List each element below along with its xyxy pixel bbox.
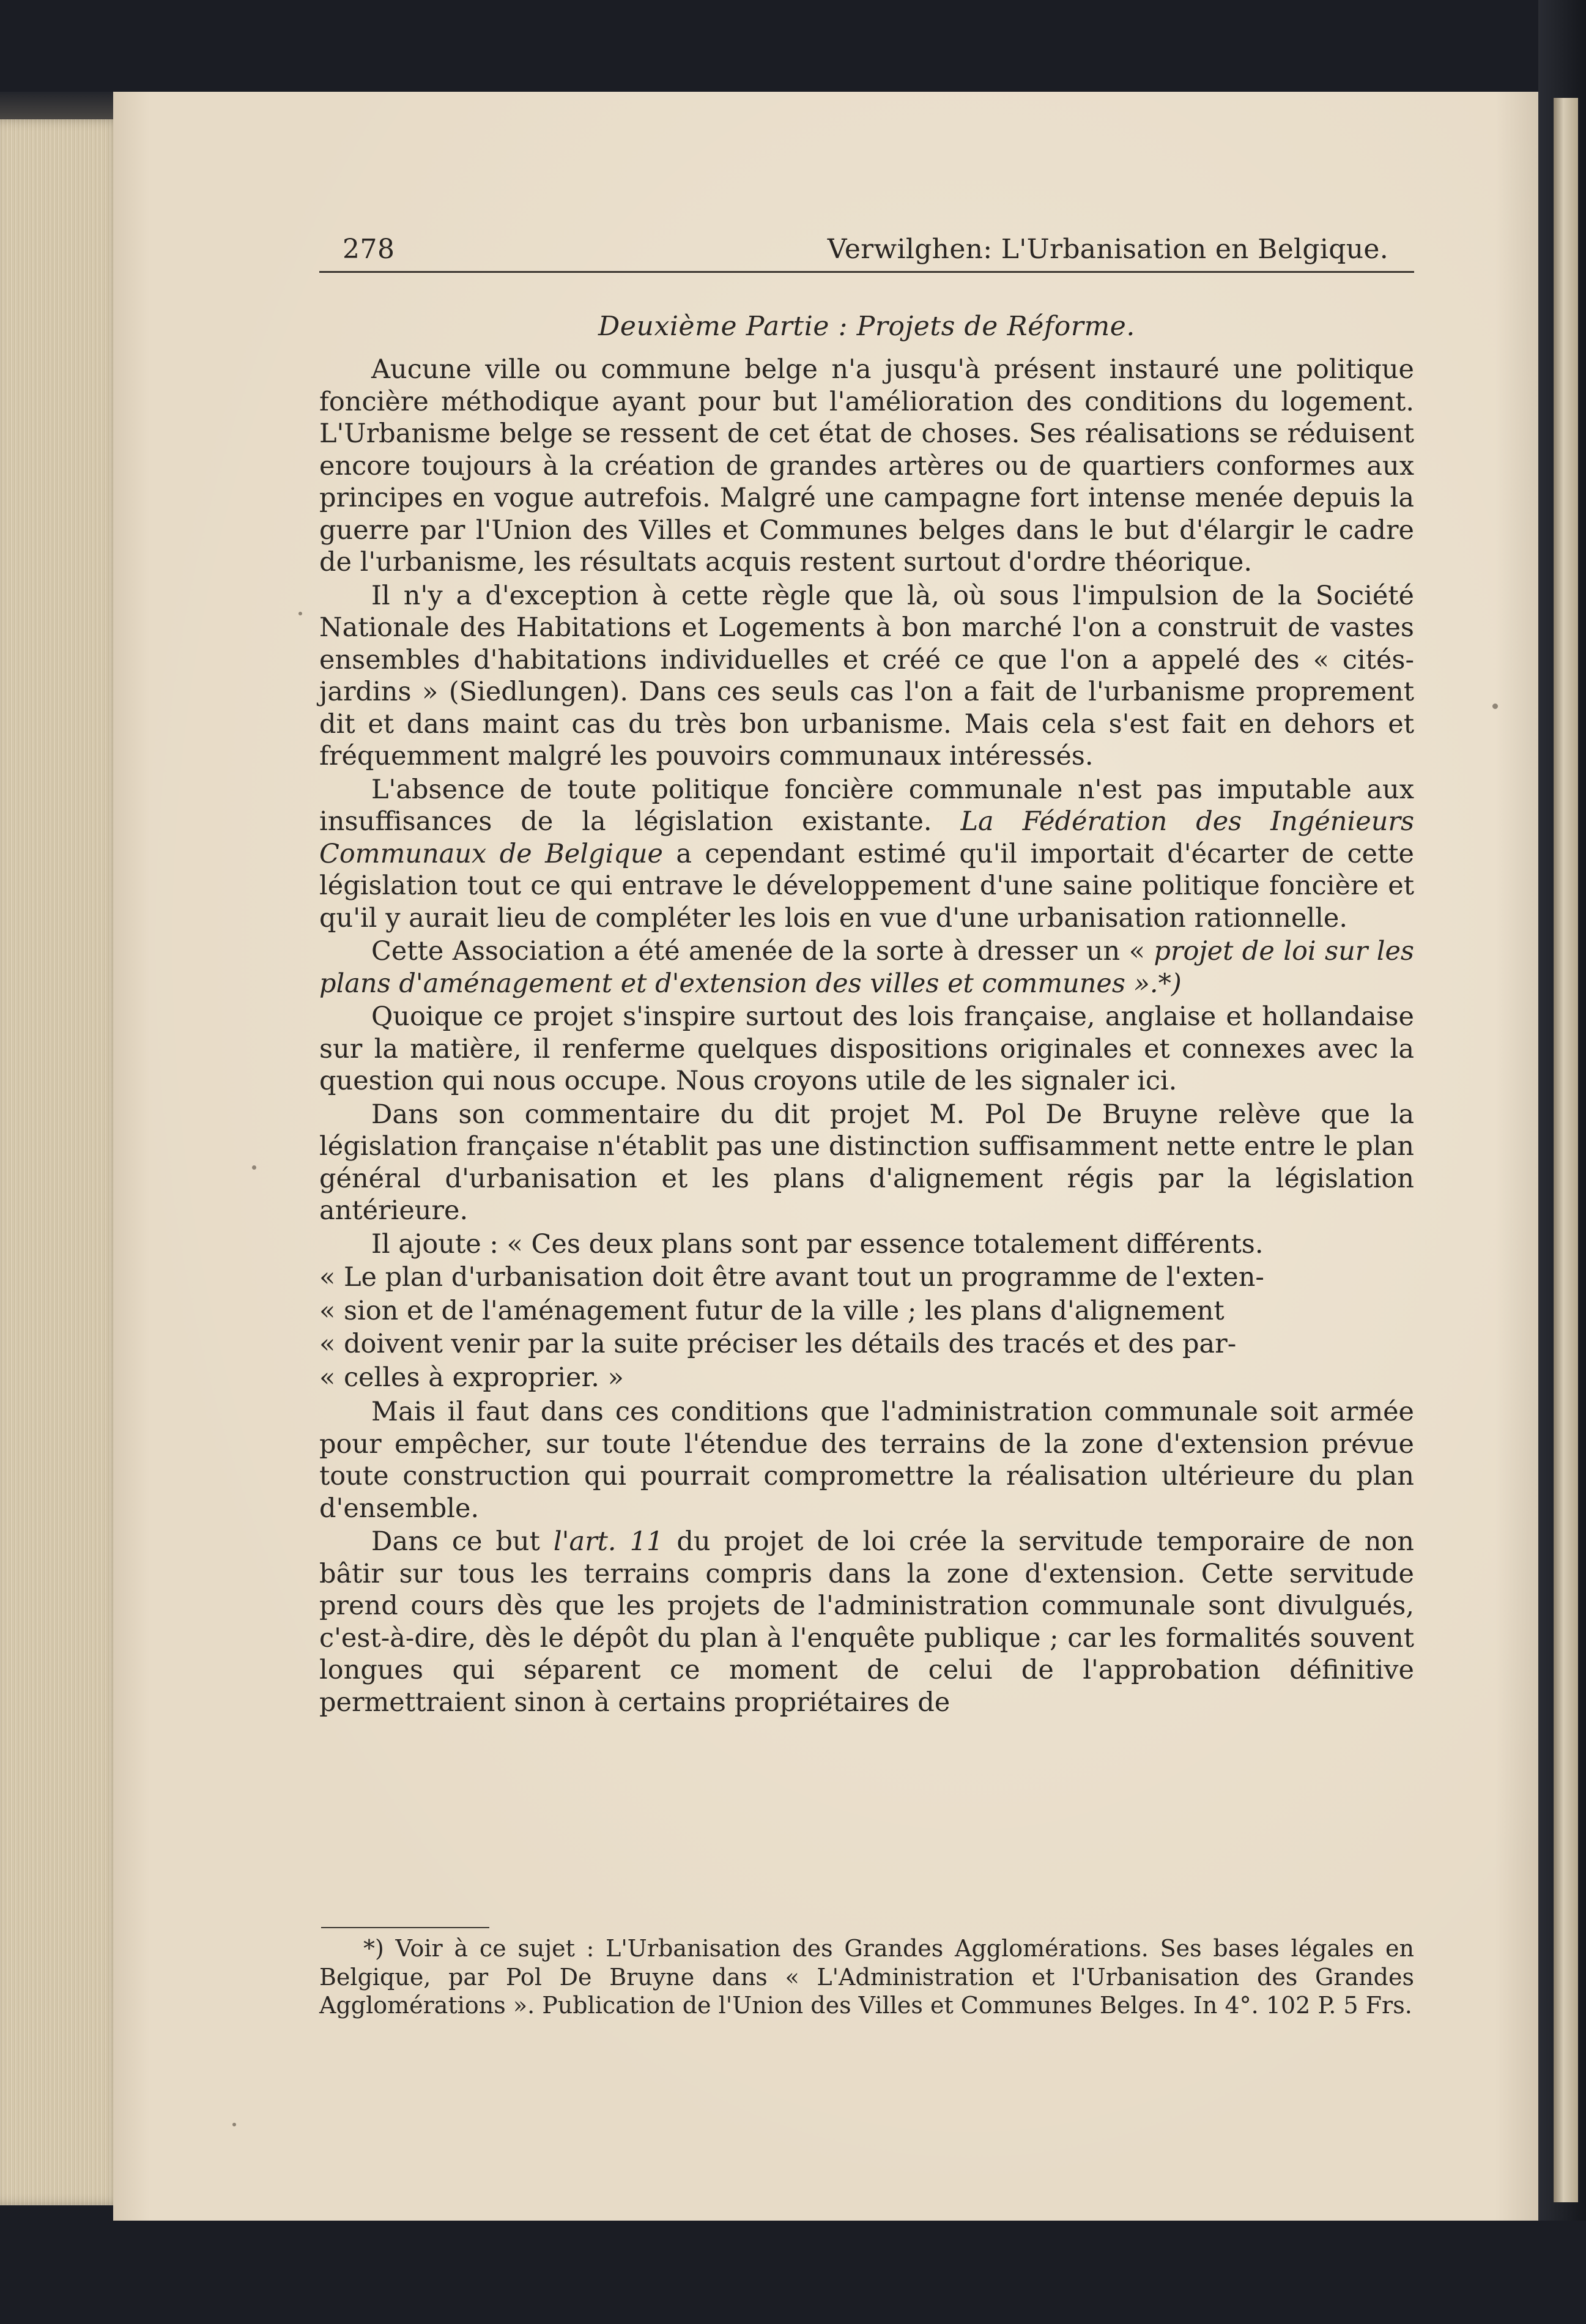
- law-project-title: projet de loi sur les plans d'aménagement et d'extension des villes et communes: [319, 936, 1414, 999]
- footnote-text: *) Voir à ce sujet : L'Urbanisation des Grandes Agglomérations. Ses bases légales en Belgique, par Pol De Bruyne dans « L'Administration et l'Urbanisation des Grandes Agglomérations ». Publication de l'Union des Villes et Communes Belges. In 4°. 102 P. 5 Frs.: [319, 1935, 1414, 2019]
- page-number: 278: [343, 234, 395, 265]
- paragraph: [319, 1526, 1414, 1718]
- paragraph-text: du projet de loi crée la servitude temporaire de non bâtir sur tous les terrains compris dans la zone d'extension. Cette servitude prend cours dès que les projets de l'administration communale sont divulgués, c'est-à-dire, dès le dépôt du plan à l'enquête publique ; car les formalités souvent longues qui séparent ce moment de celui de l'approbation définitive permettraient sinon à certains propriétaires de: [319, 1526, 1414, 1718]
- book-page-stack: [0, 119, 122, 2205]
- section-heading: Deuxième Partie : Projets de Réforme.: [598, 311, 1135, 342]
- body-text: [319, 354, 1414, 1720]
- quote-line: « celles à exproprier. »: [319, 1362, 624, 1393]
- paper-speck: [232, 2123, 236, 2126]
- header-rule: [319, 271, 1414, 273]
- quote-line: « Le plan d'urbanisation doit être avant tout un programme de l'exten-: [319, 1262, 1264, 1293]
- paragraph-text: Dans ce but: [371, 1526, 540, 1557]
- quote-line: « sion et de l'aménagement futur de la ville ; les plans d'alignement: [319, 1295, 1225, 1326]
- facing-page-edge: [1554, 98, 1578, 2202]
- quote-line: « doivent venir par la suite préciser les détails des tracés et des par-: [319, 1329, 1237, 1359]
- footnote: [319, 1934, 1414, 2020]
- paragraph-text: Cette Association a été amenée de la sorte à dresser un «: [371, 936, 1145, 967]
- footnote-marker: ».*): [1133, 968, 1182, 999]
- bottom-background: [0, 2221, 1586, 2324]
- organization-name: La Fédération des Ingénieurs Communaux de Belgique: [319, 806, 1415, 869]
- paragraph: [319, 774, 1414, 935]
- running-title: Verwilghen: L'Urbanisation en Belgique.: [827, 234, 1388, 265]
- paper-speck: [298, 612, 302, 615]
- paragraph: Aucune ville ou commune belge n'a jusqu'à présent instauré une politique foncière méthodique ayant pour but l'amélioration des conditions du logement. L'Urbanisme belge se ressent de cet état de choses. Ses réalisations se réduisent encore toujours à la création de grandes artères ou de quartiers conformes aux principes en vogue autrefois. Malgré une campagne fort intense menée depuis la guerre par l'Union des Villes et Communes belges dans le but d'élargir le cadre de l'urbanisme, les résultats acquis restent surtout d'ordre théorique.: [319, 354, 1414, 577]
- paragraph: Il n'y a d'exception à cette règle que là, où sous l'impulsion de la Société Nationale des Habitations et Logements à bon marché l'on a construit de vastes ensembles d'habitations individuelles et créé ce que l'on a appelé des « cités-jardins » (Siedlungen). Dans ces seuls cas l'on a fait de l'urbanisme proprement dit et dans maint cas du très bon urbanisme. Mais cela s'est fait en dehors et fréquemment malgré les pouvoirs communaux intéressés.: [319, 580, 1414, 771]
- paragraph-text: a cependant estimé qu'il importait d'écarter de cette législation tout ce qui entrave le développement d'une saine politique foncière et qu'il y aurait lieu de compléter les lois en vue d'une urbanisation rationnelle.: [319, 838, 1414, 934]
- footnote-rule: [321, 1927, 489, 1928]
- article-reference: l'art. 11: [553, 1526, 664, 1557]
- paragraph: Mais il faut dans ces conditions que l'administration communale soit armée pour empêcher, sur toute l'étendue des terrains de la zone d'extension prévue toute construction qui pourrait compromettre la réalisation ultérieure du plan d'ensemble.: [319, 1397, 1414, 1524]
- paper-speck: [252, 1165, 256, 1170]
- quote-line: Il ajoute : « Ces deux plans sont par essence totalement différents.: [371, 1228, 1264, 1260]
- paragraph: Dans son commentaire du dit projet M. Pol De Bruyne relève que la législation française n'établit pas une distinction suffisamment nette entre le plan général d'urbanisation et les plans d'alignement régis par la législation antérieure.: [319, 1099, 1414, 1226]
- paper-speck: [1492, 704, 1498, 709]
- paragraph: [319, 935, 1414, 1000]
- paragraph-text: L'absence de toute politique foncière communale n'est pas imputable aux insuffisances de la législation existante.: [319, 774, 1414, 837]
- paragraph: Quoique ce projet s'inspire surtout des lois française, anglaise et hollandaise sur la matière, il renferme quelques dispositions originales et connexes avec la question qui nous occupe. Nous croyons utile de les signaler ici.: [319, 1001, 1414, 1096]
